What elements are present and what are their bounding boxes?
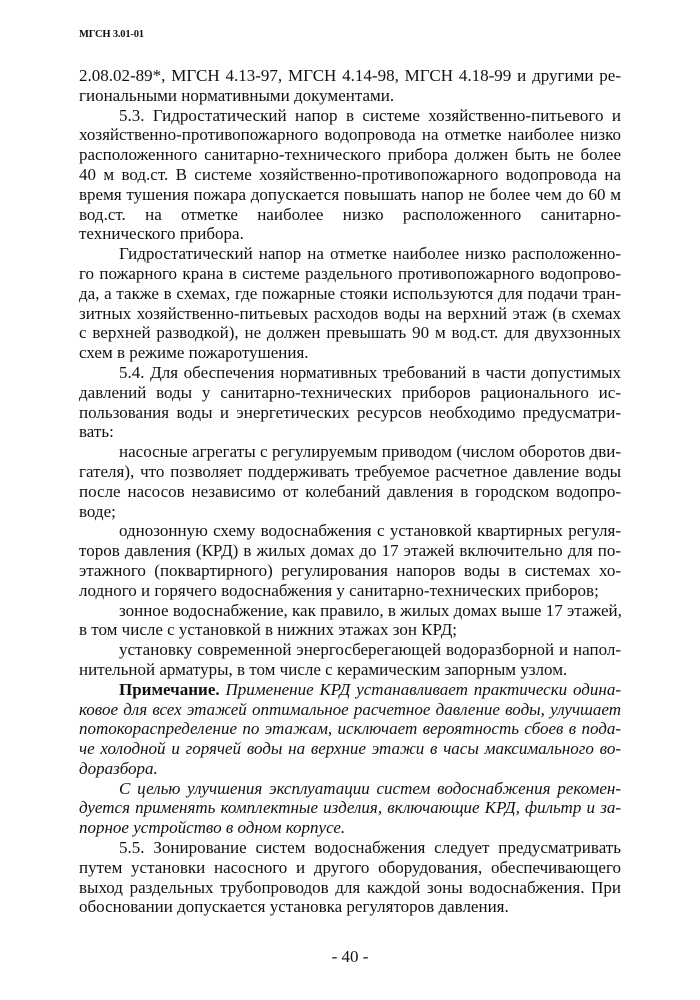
line-text: установку современной энергосберегающей водоразборной и напол-: [119, 640, 621, 660]
line-text: лодного и горячего водоснабжения у санитарно-технических приборов;: [79, 580, 599, 600]
text-line: [79, 858, 621, 878]
paragraph: [79, 363, 621, 442]
text-line: [79, 125, 621, 145]
text-line: [79, 601, 621, 621]
paragraph: [79, 838, 621, 917]
text-line: [79, 422, 621, 442]
line-text: нительной арматуры, в том числе с керамическим запорным узлом.: [79, 659, 568, 679]
line-text: че холодной и горячей воды на верхние этажи в часы максимального во-: [79, 739, 621, 759]
text-line: [79, 502, 621, 522]
line-text: хозяйственно-противопожарного водопровода на отметке наиболее низко: [79, 125, 621, 145]
line-text: Гидростатический напор на отметке наиболее низко расположенно-: [119, 244, 621, 264]
line-text: гателя), что позволяет поддерживать требуемое расчетное давление воды: [79, 461, 621, 481]
text-line: [79, 541, 621, 561]
line-text: после насосов независимо от колебаний давления в городском водопро-: [79, 481, 621, 501]
text-line: [79, 818, 621, 838]
text-line: [79, 264, 621, 284]
text-line: [79, 244, 621, 264]
paragraph: [79, 779, 621, 838]
text-line: [79, 739, 621, 759]
paragraph: [79, 640, 621, 680]
line-text: время тушения пожара допускается повышать напор не более чем до 60 м: [79, 184, 621, 204]
page-content: [0, 66, 700, 967]
line-text: однозонную схему водоснабжения с установкой квартирных регуля-: [119, 521, 621, 541]
line-text: Применение КРД устанавливает практически одина-: [219, 679, 621, 699]
text-line: [79, 798, 621, 818]
paragraph: [79, 442, 621, 521]
text-line: [79, 878, 621, 898]
line-text: потокораспределение по этажам, исключает вероятность сбоев в пода-: [79, 719, 621, 739]
line-text: зитных хозяйственно-питьевых расходов воды на верхний этаж (в схемах: [79, 303, 621, 323]
line-text: дуется применять комплектные изделия, включающие КРД, фильтр и за-: [79, 798, 621, 818]
line-text: этажного (поквартирного) регулирования напоров воды в системах хо-: [79, 560, 621, 580]
line-text: 5.4. Для обеспечения нормативных требований в части допустимых: [119, 362, 621, 382]
text-line: [79, 165, 621, 185]
line-text: насосные агрегаты с регулируемым приводом (числом оборотов дви-: [119, 442, 621, 462]
text-line: [79, 106, 621, 126]
text-line: [79, 363, 621, 383]
paragraph: [79, 66, 621, 106]
line-text: вод.ст. на отметке наиболее низко расположенного санитарно-: [79, 204, 621, 224]
document-header: МГСН 3.01-01: [79, 29, 144, 40]
line-text: го пожарного крана в системе раздельного противопожарного водопрово-: [79, 263, 621, 283]
text-line: [79, 343, 621, 363]
line-text: давлений воды у санитарно-технических приборов рационального ис-: [79, 382, 621, 402]
text-line: [79, 759, 621, 779]
paragraph: [79, 680, 621, 779]
text-line: [79, 897, 621, 917]
line-text: гиональными нормативными документами.: [79, 85, 395, 105]
text-line: [79, 660, 621, 680]
line-text: 5.3. Гидростатический напор в системе хозяйственно-питьевого и: [119, 105, 621, 125]
line-text: в том числе с установкой в нижних этажах зон КРД;: [79, 620, 458, 640]
text-line: [79, 86, 621, 106]
line-text: С целью улучшения эксплуатации систем водоснабжения рекомен-: [119, 778, 621, 798]
line-text: вать:: [79, 422, 114, 442]
text-line: [79, 640, 621, 660]
paragraph: [79, 521, 621, 600]
text-line: [79, 442, 621, 462]
line-text: расположенного санитарно-технического прибора должен быть не более: [79, 145, 621, 165]
line-text: порное устройство в одном корпусе.: [79, 818, 346, 838]
document-body: [79, 66, 621, 917]
text-line: [79, 284, 621, 304]
text-line: [79, 581, 621, 601]
line-text: доразбора.: [79, 758, 158, 778]
text-line: [79, 838, 621, 858]
paragraph: [79, 106, 621, 245]
line-text: зонное водоснабжение, как правило, в жилых домах выше 17 этажей,: [119, 600, 622, 620]
line-text: с верхней разводкой), не должен превышать 90 м вод.ст. для двухзонных: [79, 323, 621, 343]
text-line: [79, 323, 621, 343]
line-text: 5.5. Зонирование систем водоснабжения следует предусматривать: [119, 838, 621, 858]
line-text: обосновании допускается установка регуляторов давления.: [79, 897, 509, 917]
text-line: [79, 561, 621, 581]
page-number: - 40 -: [331, 947, 369, 967]
line-text: путем установки насосного и другого оборудования, обеспечивающего: [79, 857, 621, 877]
text-line: [79, 521, 621, 541]
line-text: технического прибора.: [79, 224, 244, 244]
note-label: Примечание.: [119, 679, 220, 699]
text-line: [79, 700, 621, 720]
line-text: 40 м вод.ст. В системе хозяйственно-противопожарного водопровода на: [79, 164, 621, 184]
text-line: [79, 185, 621, 205]
line-text: пользования воды и энергетических ресурсов необходимо предусматри-: [79, 402, 621, 422]
text-line: [79, 383, 621, 403]
text-line: [79, 66, 621, 86]
paragraph: [79, 601, 621, 641]
text-line: [79, 620, 621, 640]
line-text: торов давления (КРД) в жилых домах до 17 этажей включительно для по-: [79, 541, 621, 561]
text-line: [79, 224, 621, 244]
line-text: воде;: [79, 501, 116, 521]
line-text: да, а также в схемах, где пожарные стояки используются для подачи тран-: [79, 283, 621, 303]
text-line: [79, 482, 621, 502]
text-line: [79, 719, 621, 739]
text-line: [79, 205, 621, 225]
text-line: [79, 304, 621, 324]
line-text: 2.08.02-89*, МГСН 4.13-97, МГСН 4.14-98, МГСН 4.18-99 и другими ре-: [79, 66, 621, 85]
text-line: [79, 680, 621, 700]
text-line: [79, 462, 621, 482]
line-text: ковое для всех этажей оптимальное расчетное давление воды, улучшает: [79, 699, 621, 719]
text-line: [79, 145, 621, 165]
line-text: схем в режиме пожаротушения.: [79, 343, 309, 363]
paragraph: [79, 244, 621, 363]
text-line: [79, 779, 621, 799]
text-line: [79, 403, 621, 423]
line-text: выход раздельных трубопроводов для каждой зоны водоснабжения. При: [79, 877, 621, 897]
